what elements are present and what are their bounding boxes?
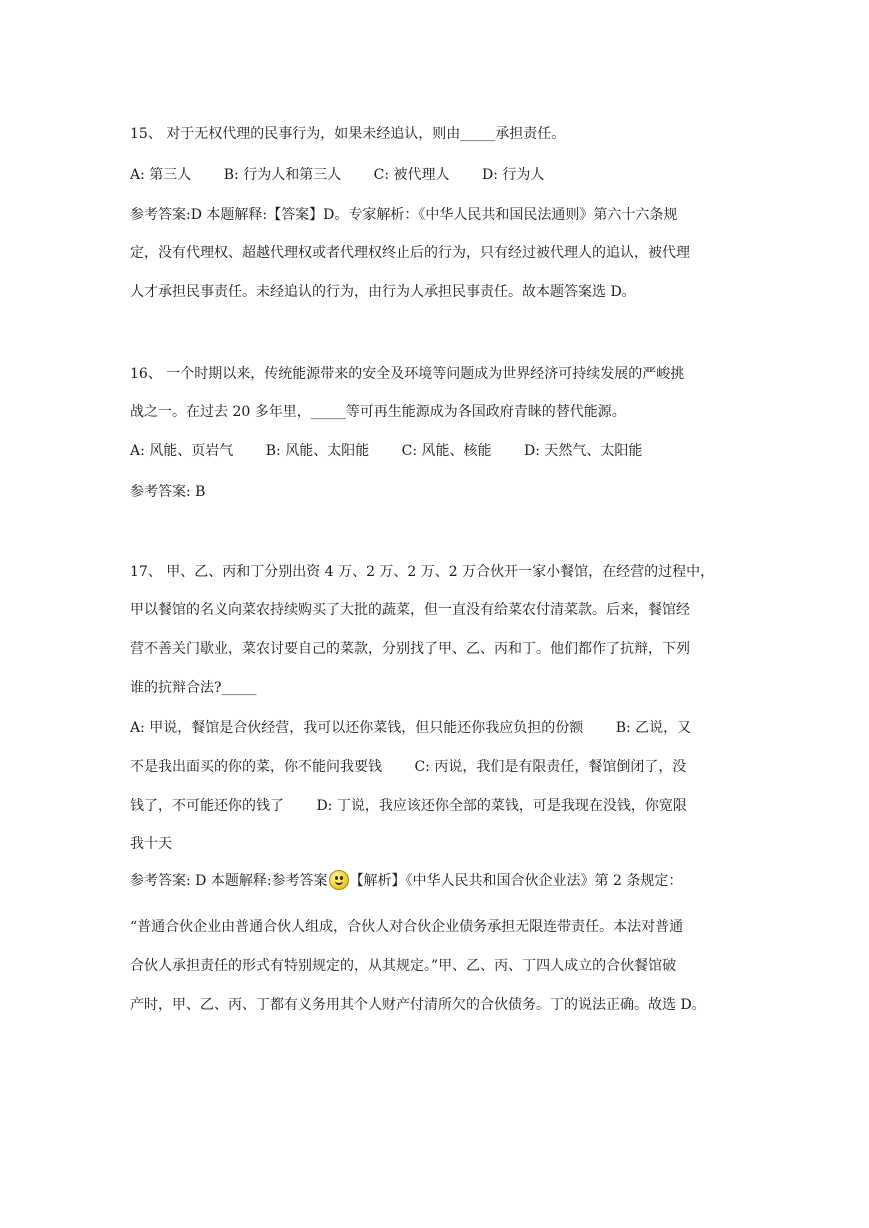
q16-option-a: A: 风能、页岩气: [130, 443, 234, 459]
q17-analysis-line-2: 合伙人承担责任的形式有特别规定的，从其规定。”甲、乙、丙、丁四人成立的合伙餐馆破: [130, 958, 677, 974]
q15-option-b: B: 行为人和第三人: [223, 167, 342, 183]
q16-option-d: D: 天然气、太阳能: [524, 443, 643, 459]
q17-option-line-3: 钱了，不可能还你的钱了 D: 丁说，我应该还你全部的菜钱，可是我现在没钱，你宽限: [130, 798, 687, 814]
q16-option-b: B: 风能、太阳能: [265, 443, 370, 459]
q16-options: [130, 441, 740, 461]
q15-answer-line-3: 人才承担民事责任。未经追认的行为，由行为人承担民事责任。故本题答案选 D。: [130, 284, 636, 300]
q16-answer: 参考答案: B: [130, 484, 206, 500]
q17-question-line-3: 营不善关门歇业，菜农讨要自己的菜款，分别找了甲、乙、丙和丁。他们都作了抗辩，下列: [130, 641, 690, 657]
q16-option-c: C: 风能、核能: [401, 443, 492, 459]
q16-question-line-1: 16、 一个时期以来，传统能源带来的安全及环境等问题成为世界经济可持续发展的严峻挑: [130, 366, 685, 382]
q15-options: [130, 165, 740, 185]
q15-option-a: A: 第三人: [130, 167, 192, 183]
q17-option-line-2: 不是我出面买的你的菜，你不能问我要钱 C: 丙说，我们是有限责任，餐馆倒闭了，没: [130, 759, 687, 775]
q17-option-line-1: A: 甲说，餐馆是合伙经营，我可以还你菜钱，但只能还你我应负担的份额 B: 乙说，又: [130, 720, 692, 736]
q17-question-line-2: 甲以餐馆的名义向菜农持续购买了大批的蔬菜，但一直没有给菜农付清菜款。后来，餐馆经: [130, 602, 690, 618]
q17-answer-line: [130, 870, 740, 891]
q15-answer-line-1: 参考答案:D 本题解释:【答案】D。专家解析：《中华人民共和国民法通则》第六十六条规: [130, 207, 678, 223]
q17-question-line-4: 谁的抗辩合法?_____: [130, 680, 257, 696]
q15-option-d: D: 行为人: [482, 167, 545, 183]
q15-option-c: C: 被代理人: [373, 167, 450, 183]
q17-option-line-4: 我十天: [130, 836, 172, 852]
q15-question: 15、 对于无权代理的民事行为，如果未经追认，则由_____承担责任。: [130, 126, 566, 142]
q17-answer-prefix: 参考答案: D 本题解释:参考答案: [130, 873, 328, 889]
q17-question-line-1: 17、 甲、乙、丙和丁分别出资 4 万、2 万、2 万、2 万合伙开一家小餐馆，在经营的过程中，: [130, 564, 715, 580]
q15-answer-line-2: 定，没有代理权、超越代理权或者代理权终止后的行为，只有经过被代理人的追认，被代理: [130, 245, 690, 261]
q17-analysis-line-3: 产时，甲、乙、丙、丁都有义务用其个人财产付清所欠的合伙债务。丁的说法正确。故选 D。: [130, 997, 706, 1013]
q16-question-line-2: 战之一。在过去 20 多年里，_____等可再生能源成为各国政府青睐的替代能源。: [130, 404, 626, 420]
q17-answer-suffix: 【解析】《中华人民共和国合伙企业法》第 2 条规定：: [349, 873, 683, 889]
q17-analysis-line-1: “普通合伙企业由普通合伙人组成，合伙人对合伙企业债务承担无限连带责任。本法对普通: [130, 919, 684, 935]
smiley-emoticon-icon: [329, 870, 349, 890]
